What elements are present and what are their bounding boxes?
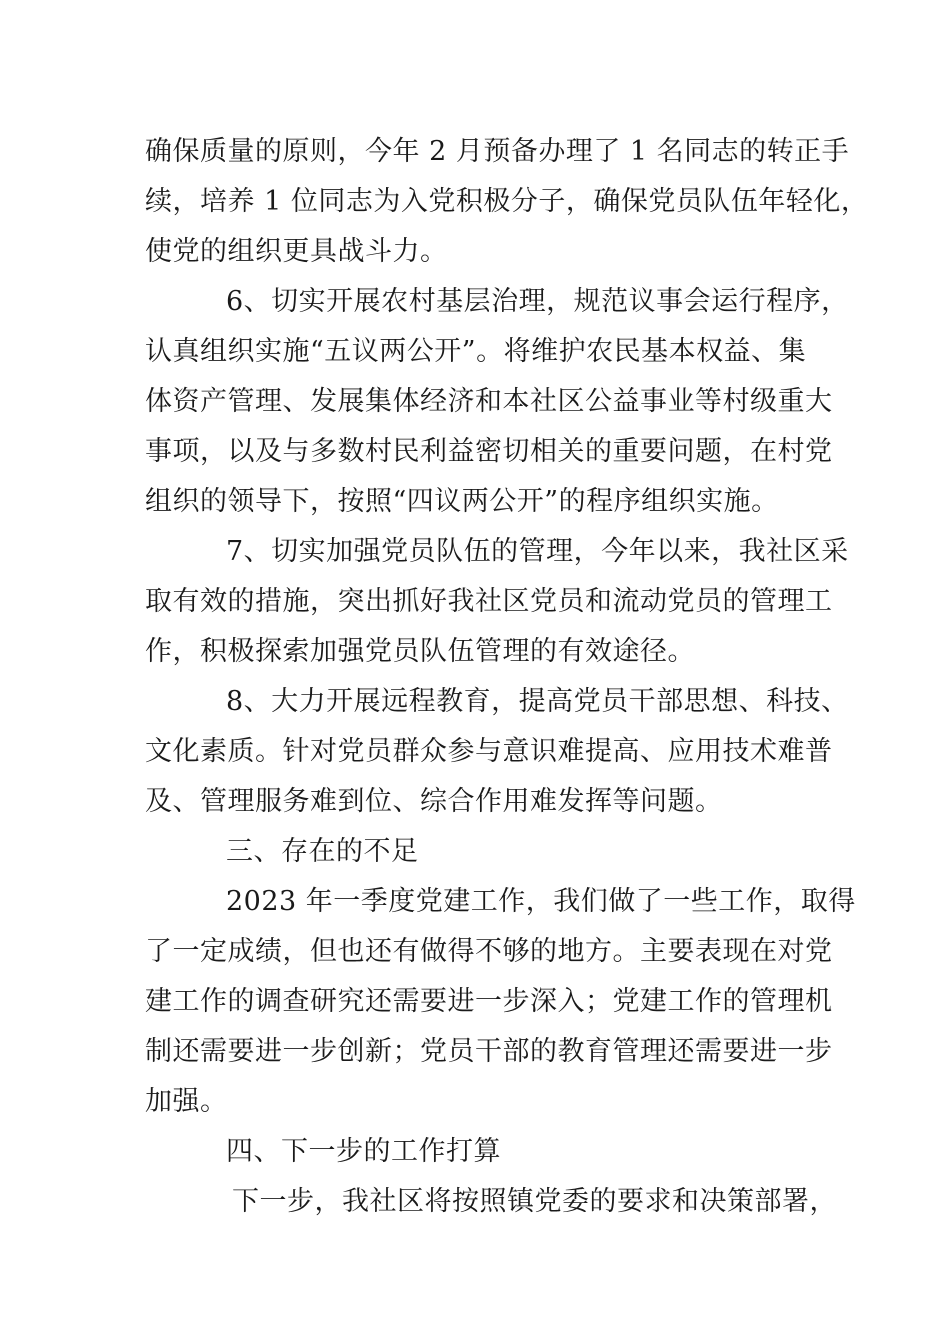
- paragraph-8-heading: 8、大力开展远程教育，提高党员干部思想、科技、: [226, 686, 849, 717]
- text-line-20: 加强。: [145, 1086, 228, 1117]
- text-line-19: 制还需要进一步创新；党员干部的教育管理还需要进一步: [145, 1036, 833, 1067]
- text-line-18: 建工作的调查研究还需要进一步深入；党建工作的管理机: [145, 986, 833, 1017]
- section-heading-next-steps: 四、下一步的工作打算: [226, 1136, 501, 1167]
- text-line-1: 确保质量的原则，今年 2 月预备办理了 1 名同志的转正手: [145, 136, 850, 167]
- text-line-16: 2023 年一季度党建工作，我们做了一些工作，取得: [226, 886, 856, 917]
- text-line-14: 及、管理服务难到位、综合作用难发挥等问题。: [145, 786, 723, 817]
- text-line-10: 取有效的措施，突出抓好我社区党员和流动党员的管理工: [145, 586, 833, 617]
- text-line-11: 作，积极探索加强党员队伍管理的有效途径。: [145, 636, 695, 667]
- paragraph-7-heading: 7、切实加强党员队伍的管理，今年以来，我社区采: [226, 536, 849, 567]
- text-line-5: 认真组织实施“五议两公开”。将维护农民基本权益、集: [145, 336, 807, 367]
- text-line-7: 事项，以及与多数村民利益密切相关的重要问题，在村党: [145, 436, 833, 467]
- text-line-8: 组织的领导下，按照“四议两公开”的程序组织实施。: [145, 486, 779, 517]
- text-line-22: 下一步，我社区将按照镇党委的要求和决策部署，: [232, 1186, 837, 1217]
- text-line-13: 文化素质。针对党员群众参与意识难提高、应用技术难普: [145, 736, 833, 767]
- text-line-17: 了一定成绩，但也还有做得不够的地方。主要表现在对党: [145, 936, 833, 967]
- section-heading-shortcomings: 三、存在的不足: [226, 836, 419, 867]
- text-line-2: 续，培养 1 位同志为入党积极分子，确保党员队伍年轻化，: [145, 186, 869, 217]
- text-line-6: 体资产管理、发展集体经济和本社区公益事业等村级重大: [145, 386, 833, 417]
- text-line-3: 使党的组织更具战斗力。: [145, 236, 448, 267]
- paragraph-6-heading: 6、切实开展农村基层治理，规范议事会运行程序，: [226, 286, 849, 317]
